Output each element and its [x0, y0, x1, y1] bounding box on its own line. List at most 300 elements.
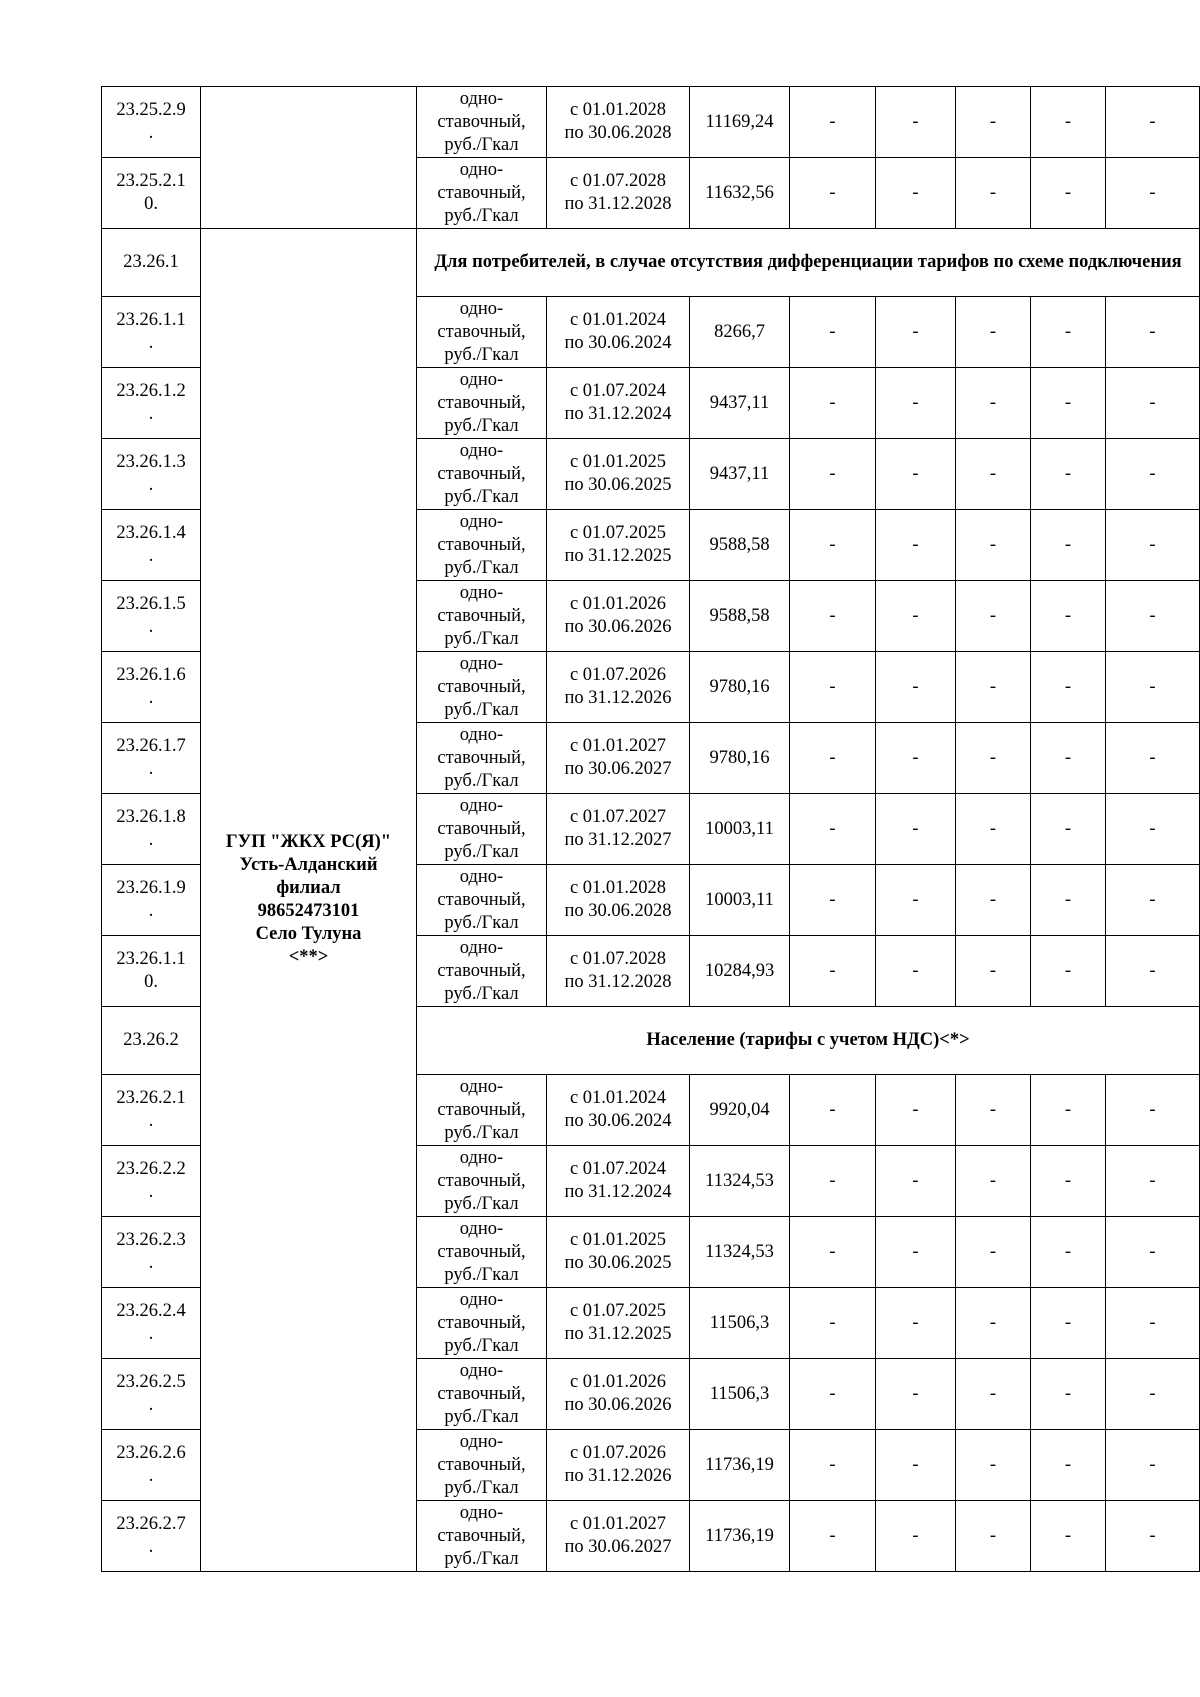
tariff-period-line: по 30.06.2024 — [564, 333, 672, 353]
empty-value: - — [790, 1146, 876, 1217]
tariff-value: 9920,04 — [690, 1075, 790, 1146]
organization-cell-prev — [201, 87, 417, 229]
row-number-line: . — [148, 333, 154, 353]
empty-value: - — [876, 1501, 956, 1572]
empty-value: - — [876, 1075, 956, 1146]
tariff-type — [417, 1146, 547, 1217]
empty-value: - — [876, 1217, 956, 1288]
empty-value: - — [790, 439, 876, 510]
tariff-value: 10284,93 — [690, 936, 790, 1007]
row-number — [102, 368, 201, 439]
organization-line: <**> — [288, 947, 329, 967]
tariff-type-line: ставочный, — [437, 747, 526, 768]
tariff-type-line: одно- — [459, 795, 504, 816]
tariff-period-line: по 30.06.2025 — [564, 1253, 672, 1273]
tariff-value: 11169,24 — [690, 87, 790, 158]
tariff-type — [417, 723, 547, 794]
tariff-period-line: с 01.01.2028 — [569, 878, 667, 898]
empty-value: - — [876, 1359, 956, 1430]
tariff-period-line: с 01.01.2026 — [569, 1372, 667, 1392]
tariff-period-line: с 01.01.2024 — [569, 1088, 667, 1108]
tariff-period-line: по 31.12.2024 — [564, 1182, 672, 1202]
tariff-value: 11506,3 — [690, 1288, 790, 1359]
empty-value: - — [1031, 652, 1106, 723]
tariff-type-line: одно- — [459, 582, 504, 603]
row-number-line: 0. — [144, 194, 158, 214]
tariff-type-line: руб./Гкал — [444, 841, 519, 862]
tariff-type-line: руб./Гкал — [444, 557, 519, 578]
row-number-line: 0. — [144, 972, 158, 992]
tariff-period-line: с 01.07.2027 — [569, 807, 667, 827]
tariff-value: 9588,58 — [690, 510, 790, 581]
empty-value: - — [790, 158, 876, 229]
empty-value: - — [956, 1217, 1031, 1288]
row-number — [102, 1288, 201, 1359]
tariff-type-line: ставочный, — [437, 889, 526, 910]
tariff-type — [417, 1217, 547, 1288]
row-number-line: 23.26.2.3 — [116, 1230, 186, 1250]
empty-value: - — [790, 87, 876, 158]
tariff-type-line: одно- — [459, 1147, 504, 1168]
row-number-line: . — [148, 830, 154, 850]
empty-value: - — [876, 87, 956, 158]
empty-value: - — [1031, 1217, 1106, 1288]
row-number-line: 23.25.2.1 — [116, 171, 186, 191]
tariff-value: 11506,3 — [690, 1359, 790, 1430]
empty-value: - — [1106, 652, 1200, 723]
empty-value: - — [790, 865, 876, 936]
tariff-type-line: ставочный, — [437, 534, 526, 555]
empty-value: - — [1031, 794, 1106, 865]
tariff-period-line: по 30.06.2024 — [564, 1111, 672, 1131]
tariff-period-line: с 01.01.2026 — [569, 594, 667, 614]
empty-value: - — [790, 1501, 876, 1572]
empty-value: - — [956, 1288, 1031, 1359]
row-number-line: . — [148, 617, 154, 637]
tariff-period — [547, 1075, 690, 1146]
tariff-type — [417, 439, 547, 510]
tariff-period-line: с 01.01.2027 — [569, 736, 667, 756]
empty-value: - — [1106, 723, 1200, 794]
empty-value: - — [1106, 936, 1200, 1007]
section-header-row — [102, 229, 1200, 297]
empty-value: - — [790, 652, 876, 723]
empty-value: - — [956, 439, 1031, 510]
tariff-value: 9780,16 — [690, 723, 790, 794]
section-number: 23.26.2 — [102, 1007, 201, 1075]
table-row — [102, 87, 1200, 158]
empty-value: - — [1106, 1359, 1200, 1430]
empty-value: - — [1031, 158, 1106, 229]
empty-value: - — [876, 1288, 956, 1359]
empty-value: - — [1106, 439, 1200, 510]
empty-value: - — [1106, 1288, 1200, 1359]
tariff-type-line: одно- — [459, 369, 504, 390]
row-number-line: 23.26.1.8 — [116, 807, 186, 827]
row-number — [102, 87, 201, 158]
empty-value: - — [1106, 158, 1200, 229]
row-number — [102, 794, 201, 865]
tariff-period — [547, 510, 690, 581]
tariff-type-line: ставочный, — [437, 392, 526, 413]
empty-value: - — [876, 581, 956, 652]
empty-value: - — [876, 936, 956, 1007]
empty-value: - — [876, 1146, 956, 1217]
tariff-type-line: руб./Гкал — [444, 628, 519, 649]
tariff-type — [417, 865, 547, 936]
tariff-type-line: руб./Гкал — [444, 1122, 519, 1143]
empty-value: - — [956, 936, 1031, 1007]
tariff-type-line: одно- — [459, 159, 504, 180]
tariff-type-line: ставочный, — [437, 182, 526, 203]
row-number-line: 23.26.1.4 — [116, 523, 186, 543]
row-number-line: 23.26.1.7 — [116, 736, 186, 756]
tariff-period-line: с 01.01.2024 — [569, 310, 667, 330]
empty-value: - — [956, 1501, 1031, 1572]
empty-value: - — [956, 510, 1031, 581]
tariff-type — [417, 368, 547, 439]
row-number-line: . — [148, 1324, 154, 1344]
row-number-line: 23.26.2.2 — [116, 1159, 186, 1179]
row-number-line: . — [148, 1111, 154, 1131]
tariff-type — [417, 297, 547, 368]
tariff-type-line: руб./Гкал — [444, 1335, 519, 1356]
tariff-period-line: с 01.01.2025 — [569, 452, 667, 472]
tariff-period-line: по 31.12.2024 — [564, 404, 672, 424]
tariff-type — [417, 1075, 547, 1146]
tariff-type-line: ставочный, — [437, 463, 526, 484]
empty-value: - — [956, 865, 1031, 936]
tariff-type-line: одно- — [459, 1076, 504, 1097]
tariff-value: 10003,11 — [690, 865, 790, 936]
empty-value: - — [790, 936, 876, 1007]
tariff-type-line: ставочный, — [437, 321, 526, 342]
tariff-type-line: одно- — [459, 653, 504, 674]
tariff-type-line: ставочный, — [437, 1170, 526, 1191]
empty-value: - — [956, 297, 1031, 368]
empty-value: - — [876, 1430, 956, 1501]
tariff-value: 9437,11 — [690, 439, 790, 510]
empty-value: - — [790, 1217, 876, 1288]
tariff-type — [417, 1359, 547, 1430]
tariff-period — [547, 87, 690, 158]
empty-value: - — [876, 652, 956, 723]
row-number — [102, 1430, 201, 1501]
empty-value: - — [1106, 1501, 1200, 1572]
empty-value: - — [1031, 1288, 1106, 1359]
tariff-value: 11324,53 — [690, 1217, 790, 1288]
tariff-type-line: одно- — [459, 937, 504, 958]
empty-value: - — [876, 158, 956, 229]
tariff-period-line: по 30.06.2027 — [564, 1537, 672, 1557]
organization-line: Усть-Алданский — [239, 855, 378, 875]
row-number-line: . — [148, 1537, 154, 1557]
tariff-period-line: с 01.01.2025 — [569, 1230, 667, 1250]
row-number — [102, 1217, 201, 1288]
tariff-period — [547, 652, 690, 723]
tariff-period-line: по 31.12.2025 — [564, 1324, 672, 1344]
empty-value: - — [1031, 936, 1106, 1007]
empty-value: - — [1031, 723, 1106, 794]
row-number — [102, 723, 201, 794]
tariff-type-line: одно- — [459, 866, 504, 887]
tariff-type-line: руб./Гкал — [444, 1264, 519, 1285]
empty-value: - — [876, 865, 956, 936]
tariff-period — [547, 368, 690, 439]
tariff-type-line: ставочный, — [437, 1312, 526, 1333]
empty-value: - — [1106, 297, 1200, 368]
tariff-type-line: одно- — [459, 1289, 504, 1310]
tariff-type-line: одно- — [459, 1431, 504, 1452]
empty-value: - — [876, 794, 956, 865]
tariff-period — [547, 581, 690, 652]
row-number-line: . — [148, 1395, 154, 1415]
tariff-type-line: руб./Гкал — [444, 134, 519, 155]
tariff-type-line: руб./Гкал — [444, 770, 519, 791]
row-number-line: 23.26.2.5 — [116, 1372, 186, 1392]
tariff-period-line: по 31.12.2025 — [564, 546, 672, 566]
tariff-period — [547, 439, 690, 510]
row-number-line: . — [148, 404, 154, 424]
tariff-period — [547, 1430, 690, 1501]
tariff-type-line: одно- — [459, 440, 504, 461]
tariff-type-line: одно- — [459, 1360, 504, 1381]
empty-value: - — [1106, 1075, 1200, 1146]
tariff-period — [547, 1146, 690, 1217]
tariff-type-line: ставочный, — [437, 1454, 526, 1475]
row-number-line: 23.25.2.9 — [116, 100, 186, 120]
tariff-type-line: ставочный, — [437, 1241, 526, 1262]
tariff-period — [547, 1501, 690, 1572]
empty-value: - — [790, 723, 876, 794]
empty-value: - — [1106, 1217, 1200, 1288]
empty-value: - — [876, 368, 956, 439]
tariff-value: 9588,58 — [690, 581, 790, 652]
row-number-line: . — [148, 546, 154, 566]
tariff-type-line: одно- — [459, 88, 504, 109]
tariff-type-line: ставочный, — [437, 676, 526, 697]
tariff-period — [547, 1217, 690, 1288]
row-number-line: 23.26.2.7 — [116, 1514, 186, 1534]
tariff-value: 9437,11 — [690, 368, 790, 439]
empty-value: - — [876, 723, 956, 794]
tariff-value: 8266,7 — [690, 297, 790, 368]
row-number-line: 23.26.1.1 — [116, 949, 186, 969]
tariff-period — [547, 297, 690, 368]
empty-value: - — [1031, 368, 1106, 439]
tariff-type-line: ставочный, — [437, 818, 526, 839]
row-number — [102, 1501, 201, 1572]
empty-value: - — [790, 297, 876, 368]
tariff-period-line: по 30.06.2028 — [564, 901, 672, 921]
section-title: Для потребителей, в случае отсутствия дифференциации тарифов по схеме подключения — [417, 229, 1200, 297]
empty-value: - — [1106, 581, 1200, 652]
tariff-period-line: с 01.07.2025 — [569, 523, 667, 543]
tariff-period-line: по 30.06.2026 — [564, 617, 672, 637]
tariff-period — [547, 936, 690, 1007]
tariff-type-line: руб./Гкал — [444, 983, 519, 1004]
empty-value: - — [790, 368, 876, 439]
tariff-period-line: по 30.06.2025 — [564, 475, 672, 495]
empty-value: - — [1106, 865, 1200, 936]
row-number — [102, 652, 201, 723]
empty-value: - — [956, 1146, 1031, 1217]
tariff-type-line: ставочный, — [437, 605, 526, 626]
empty-value: - — [790, 1288, 876, 1359]
empty-value: - — [790, 510, 876, 581]
tariff-type-line: ставочный, — [437, 1383, 526, 1404]
empty-value: - — [1106, 510, 1200, 581]
tariff-period-line: по 30.06.2026 — [564, 1395, 672, 1415]
organization-cell — [201, 229, 417, 1572]
tariff-period-line: по 31.12.2026 — [564, 1466, 672, 1486]
row-number-line: . — [148, 475, 154, 495]
row-number — [102, 1075, 201, 1146]
tariff-period-line: с 01.01.2027 — [569, 1514, 667, 1534]
empty-value: - — [956, 723, 1031, 794]
row-number — [102, 158, 201, 229]
organization-line: 98652473101 — [257, 901, 360, 921]
tariff-period-line: с 01.01.2028 — [569, 100, 667, 120]
tariff-type-line: ставочный, — [437, 1525, 526, 1546]
tariff-period-line: с 01.07.2025 — [569, 1301, 667, 1321]
row-number — [102, 510, 201, 581]
tariff-value: 11736,19 — [690, 1501, 790, 1572]
empty-value: - — [956, 368, 1031, 439]
row-number-line: 23.26.1.6 — [116, 665, 186, 685]
tariff-type-line: руб./Гкал — [444, 1477, 519, 1498]
tariff-value: 10003,11 — [690, 794, 790, 865]
row-number — [102, 1359, 201, 1430]
tariff-type-line: руб./Гкал — [444, 1548, 519, 1569]
empty-value: - — [956, 1430, 1031, 1501]
tariff-period-line: по 31.12.2028 — [564, 194, 672, 214]
row-number-line: . — [148, 688, 154, 708]
tariff-type — [417, 581, 547, 652]
section-number: 23.26.1 — [102, 229, 201, 297]
empty-value: - — [790, 794, 876, 865]
empty-value: - — [1106, 794, 1200, 865]
empty-value: - — [956, 87, 1031, 158]
empty-value: - — [1031, 510, 1106, 581]
tariff-type-line: одно- — [459, 1502, 504, 1523]
tariff-value: 11736,19 — [690, 1430, 790, 1501]
row-number-line: 23.26.1.3 — [116, 452, 186, 472]
row-number-line: 23.26.1.1 — [116, 310, 186, 330]
tariff-type-line: одно- — [459, 511, 504, 532]
tariff-period-line: с 01.07.2028 — [569, 949, 667, 969]
row-number — [102, 1146, 201, 1217]
tariff-period-line: по 31.12.2028 — [564, 972, 672, 992]
empty-value: - — [1031, 581, 1106, 652]
organization-line: филиал — [276, 878, 341, 898]
row-number-line: . — [148, 1182, 154, 1202]
row-number-line: . — [148, 1253, 154, 1273]
empty-value: - — [1106, 368, 1200, 439]
empty-value: - — [956, 794, 1031, 865]
tariff-period — [547, 794, 690, 865]
row-number — [102, 865, 201, 936]
tariff-type — [417, 87, 547, 158]
row-number-line: 23.26.1.5 — [116, 594, 186, 614]
empty-value: - — [1031, 1359, 1106, 1430]
tariff-type-line: одно- — [459, 724, 504, 745]
tariff-period-line: с 01.07.2026 — [569, 1443, 667, 1463]
organization-line: Село Тулуна — [255, 924, 362, 944]
empty-value: - — [1031, 439, 1106, 510]
tariff-type-line: руб./Гкал — [444, 1193, 519, 1214]
row-number — [102, 297, 201, 368]
row-number-line: 23.26.2.4 — [116, 1301, 186, 1321]
row-number-line: . — [148, 1466, 154, 1486]
tariff-value: 11632,56 — [690, 158, 790, 229]
row-number — [102, 936, 201, 1007]
tariff-type-line: одно- — [459, 298, 504, 319]
tariff-type — [417, 158, 547, 229]
tariff-type — [417, 1288, 547, 1359]
tariff-type-line: ставочный, — [437, 1099, 526, 1120]
empty-value: - — [1031, 1501, 1106, 1572]
tariff-type-line: руб./Гкал — [444, 912, 519, 933]
tariff-value: 9780,16 — [690, 652, 790, 723]
empty-value: - — [1031, 1075, 1106, 1146]
empty-value: - — [956, 1359, 1031, 1430]
empty-value: - — [1106, 1430, 1200, 1501]
tariff-period-line: по 30.06.2027 — [564, 759, 672, 779]
tariff-value: 11324,53 — [690, 1146, 790, 1217]
empty-value: - — [790, 581, 876, 652]
tariff-type-line: руб./Гкал — [444, 486, 519, 507]
empty-value: - — [956, 158, 1031, 229]
section-title: Население (тарифы с учетом НДС)<*> — [417, 1007, 1200, 1075]
empty-value: - — [1031, 1146, 1106, 1217]
row-number-line: 23.26.1.9 — [116, 878, 186, 898]
tariff-type-line: руб./Гкал — [444, 344, 519, 365]
tariff-period — [547, 1359, 690, 1430]
tariff-period-line: с 01.07.2026 — [569, 665, 667, 685]
tariff-period-line: с 01.07.2024 — [569, 1159, 667, 1179]
tariff-type-line: руб./Гкал — [444, 699, 519, 720]
tariff-type — [417, 652, 547, 723]
empty-value: - — [956, 652, 1031, 723]
row-number — [102, 581, 201, 652]
tariff-type — [417, 794, 547, 865]
empty-value: - — [1106, 1146, 1200, 1217]
empty-value: - — [1031, 297, 1106, 368]
tariff-period — [547, 865, 690, 936]
empty-value: - — [876, 439, 956, 510]
tariff-period-line: по 31.12.2026 — [564, 688, 672, 708]
empty-value: - — [956, 581, 1031, 652]
tariff-period-line: по 30.06.2028 — [564, 123, 672, 143]
tariff-type-line: ставочный, — [437, 960, 526, 981]
row-number-line: 23.26.2.6 — [116, 1443, 186, 1463]
row-number-line: 23.26.2.1 — [116, 1088, 186, 1108]
row-number-line: . — [148, 123, 154, 143]
tariff-type-line: одно- — [459, 1218, 504, 1239]
row-number — [102, 439, 201, 510]
empty-value: - — [1031, 87, 1106, 158]
row-number-line: . — [148, 901, 154, 921]
empty-value: - — [876, 297, 956, 368]
tariff-period — [547, 723, 690, 794]
tariff-type-line: руб./Гкал — [444, 205, 519, 226]
tariff-period — [547, 1288, 690, 1359]
tariff-table — [101, 86, 1200, 1572]
tariff-type — [417, 936, 547, 1007]
row-number-line: 23.26.1.2 — [116, 381, 186, 401]
empty-value: - — [956, 1075, 1031, 1146]
